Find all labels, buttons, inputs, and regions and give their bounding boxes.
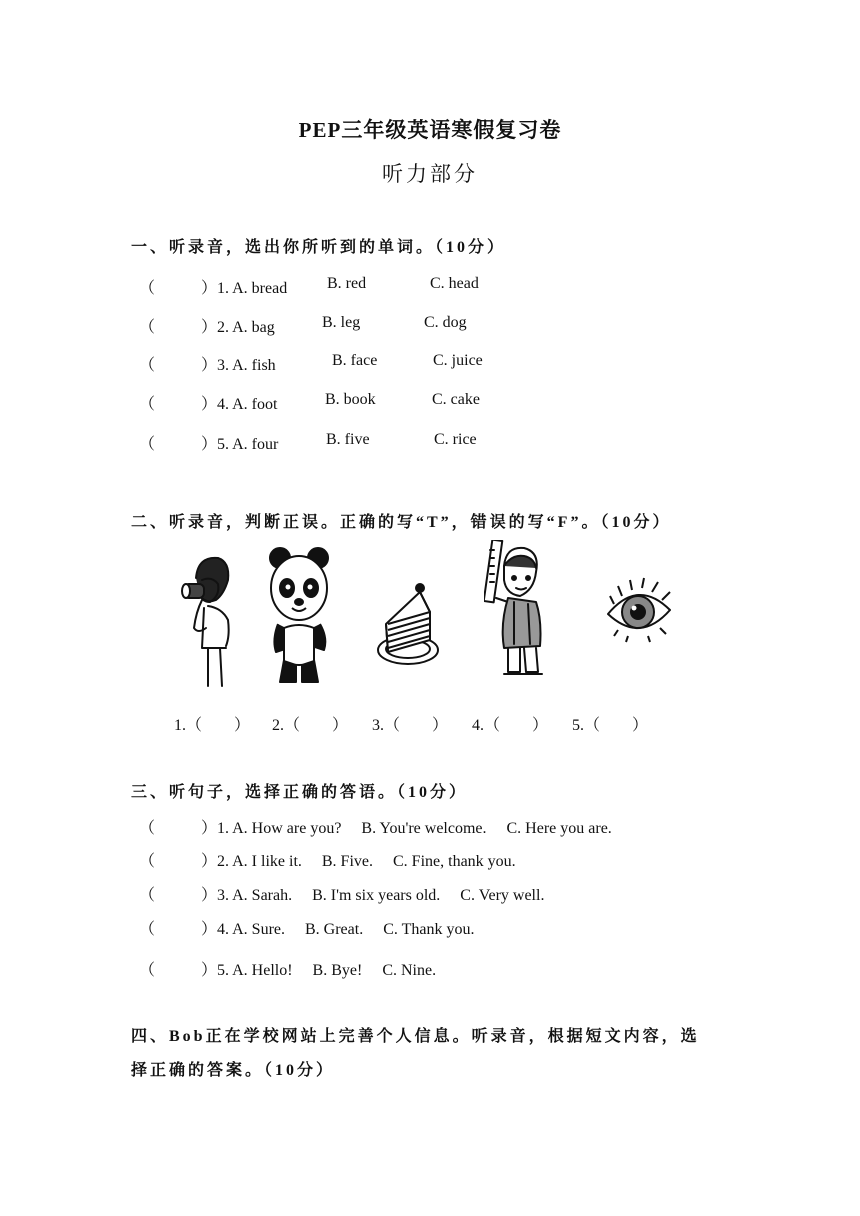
s1-option-c-3: C. juice — [433, 352, 483, 369]
boy-binoculars-picture — [178, 550, 238, 688]
section-3-heading: 三、听句子，选择正确的答语。（10分） — [131, 784, 469, 801]
s2-blank-3: 3.（ ） — [372, 717, 449, 734]
s1-question-4: （ ）4. A. foot — [139, 396, 278, 413]
s1-option-c-2: C. dog — [424, 314, 467, 331]
s1-option-c-4: C. cake — [432, 391, 480, 408]
s1-option-b-5: B. five — [326, 431, 370, 448]
s3-question-1: （ ）1. A. How are you? B. You're welcome. C. Here you are. — [139, 820, 612, 837]
eye-picture — [604, 574, 674, 646]
page-subtitle: 听力部分 — [382, 162, 478, 186]
cake-slice-picture — [376, 578, 440, 668]
section-4-heading-line-1: 四、Bob正在学校网站上完善个人信息。听录音，根据短文内容，选 — [131, 1028, 700, 1045]
s1-question-2: （ ）2. A. bag — [139, 319, 275, 336]
s3-question-2: （ ）2. A. I like it. B. Five. C. Fine, thank you. — [139, 853, 516, 870]
section-1-heading: 一、听录音，选出你所听到的单词。（10分） — [131, 239, 507, 256]
s1-option-b-1: B. red — [327, 275, 367, 292]
s2-blank-2: 2.（ ） — [272, 717, 349, 734]
s1-option-c-1: C. head — [430, 275, 479, 292]
s3-question-4: （ ）4. A. Sure. B. Great. C. Thank you. — [139, 921, 475, 938]
s2-blank-5: 5.（ ） — [572, 717, 649, 734]
s1-option-c-5: C. rice — [434, 431, 477, 448]
s3-question-3: （ ）3. A. Sarah. B. I'm six years old. C. Very well. — [139, 887, 545, 904]
s2-blank-1: 1.（ ） — [174, 717, 251, 734]
s3-question-5: （ ）5. A. Hello! B. Bye! C. Nine. — [139, 962, 437, 979]
s1-option-b-2: B. leg — [322, 314, 361, 331]
section-2-heading: 二、听录音，判断正误。正确的写“T”，错误的写“F”。（10分） — [131, 514, 672, 531]
page-title: PEP三年级英语寒假复习卷 — [298, 118, 562, 142]
panda-picture — [268, 544, 330, 686]
boy-ruler-picture — [484, 540, 546, 682]
section-4-heading-line-2: 择正确的答案。（10分） — [131, 1062, 336, 1079]
s2-blank-4: 4.（ ） — [472, 717, 549, 734]
s1-question-1: （ ）1. A. bread — [139, 280, 288, 297]
s1-option-b-4: B. book — [325, 391, 376, 408]
s1-option-b-3: B. face — [332, 352, 378, 369]
s1-question-5: （ ）5. A. four — [139, 436, 279, 453]
s1-question-3: （ ）3. A. fish — [139, 357, 276, 374]
